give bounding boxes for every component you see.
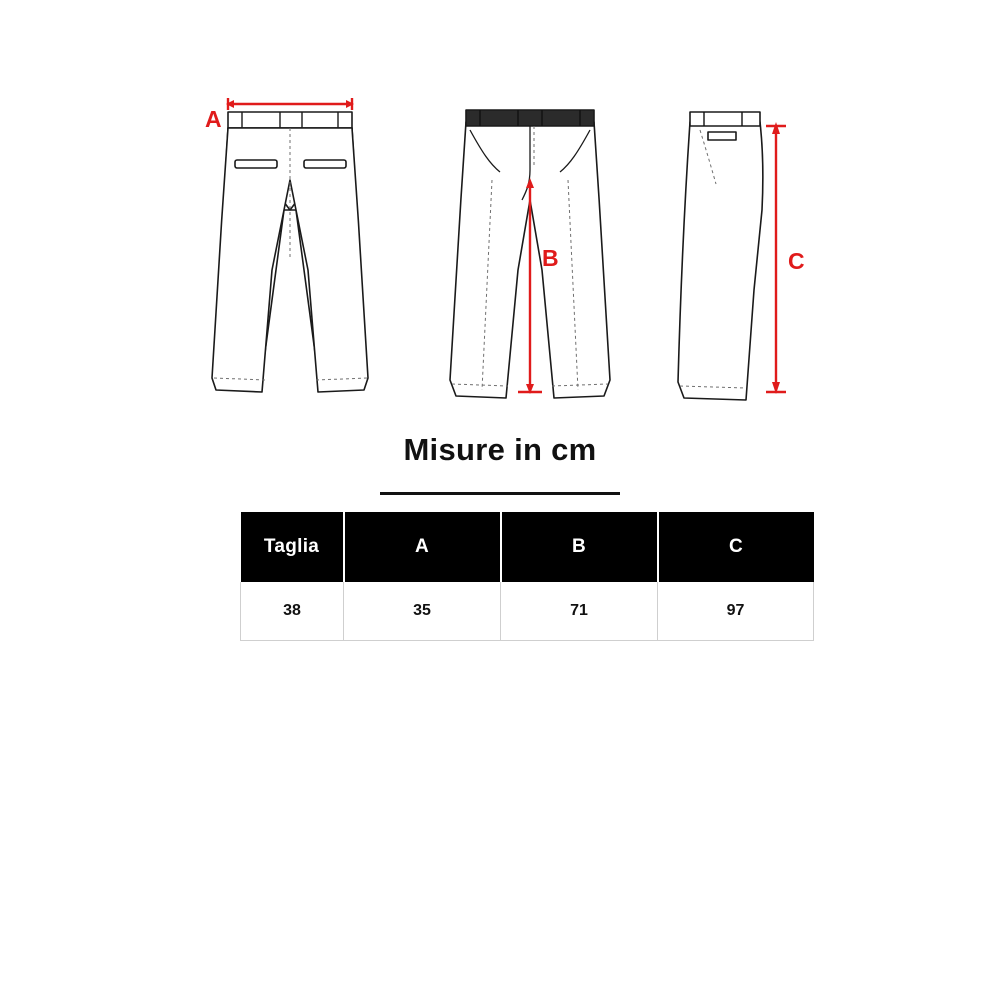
cell-b: 71 bbox=[501, 582, 658, 641]
table-row bbox=[241, 582, 814, 641]
table-header-row bbox=[241, 512, 814, 582]
cell-c: 97 bbox=[658, 582, 814, 641]
title-divider bbox=[380, 492, 620, 495]
table-header-taglia: Taglia bbox=[241, 512, 344, 582]
size-table-wrapper bbox=[240, 512, 800, 641]
measure-label-a: A bbox=[205, 106, 223, 132]
table-header-b: B bbox=[501, 512, 658, 582]
measure-c-arrow bbox=[766, 122, 786, 394]
table-header-a: A bbox=[344, 512, 501, 582]
measure-a-arrow bbox=[226, 98, 354, 110]
cell-taglia: 38 bbox=[241, 582, 344, 641]
size-table bbox=[240, 512, 814, 641]
measure-label-c: C bbox=[788, 248, 806, 274]
table-header-c: C bbox=[658, 512, 814, 582]
pants-front-view bbox=[430, 60, 630, 420]
garment-diagrams bbox=[0, 60, 1000, 420]
cell-a: 35 bbox=[344, 582, 501, 641]
measure-label-b: B bbox=[542, 245, 560, 271]
page-title: Misure in cm bbox=[403, 432, 597, 467]
pants-side-view bbox=[650, 60, 850, 420]
